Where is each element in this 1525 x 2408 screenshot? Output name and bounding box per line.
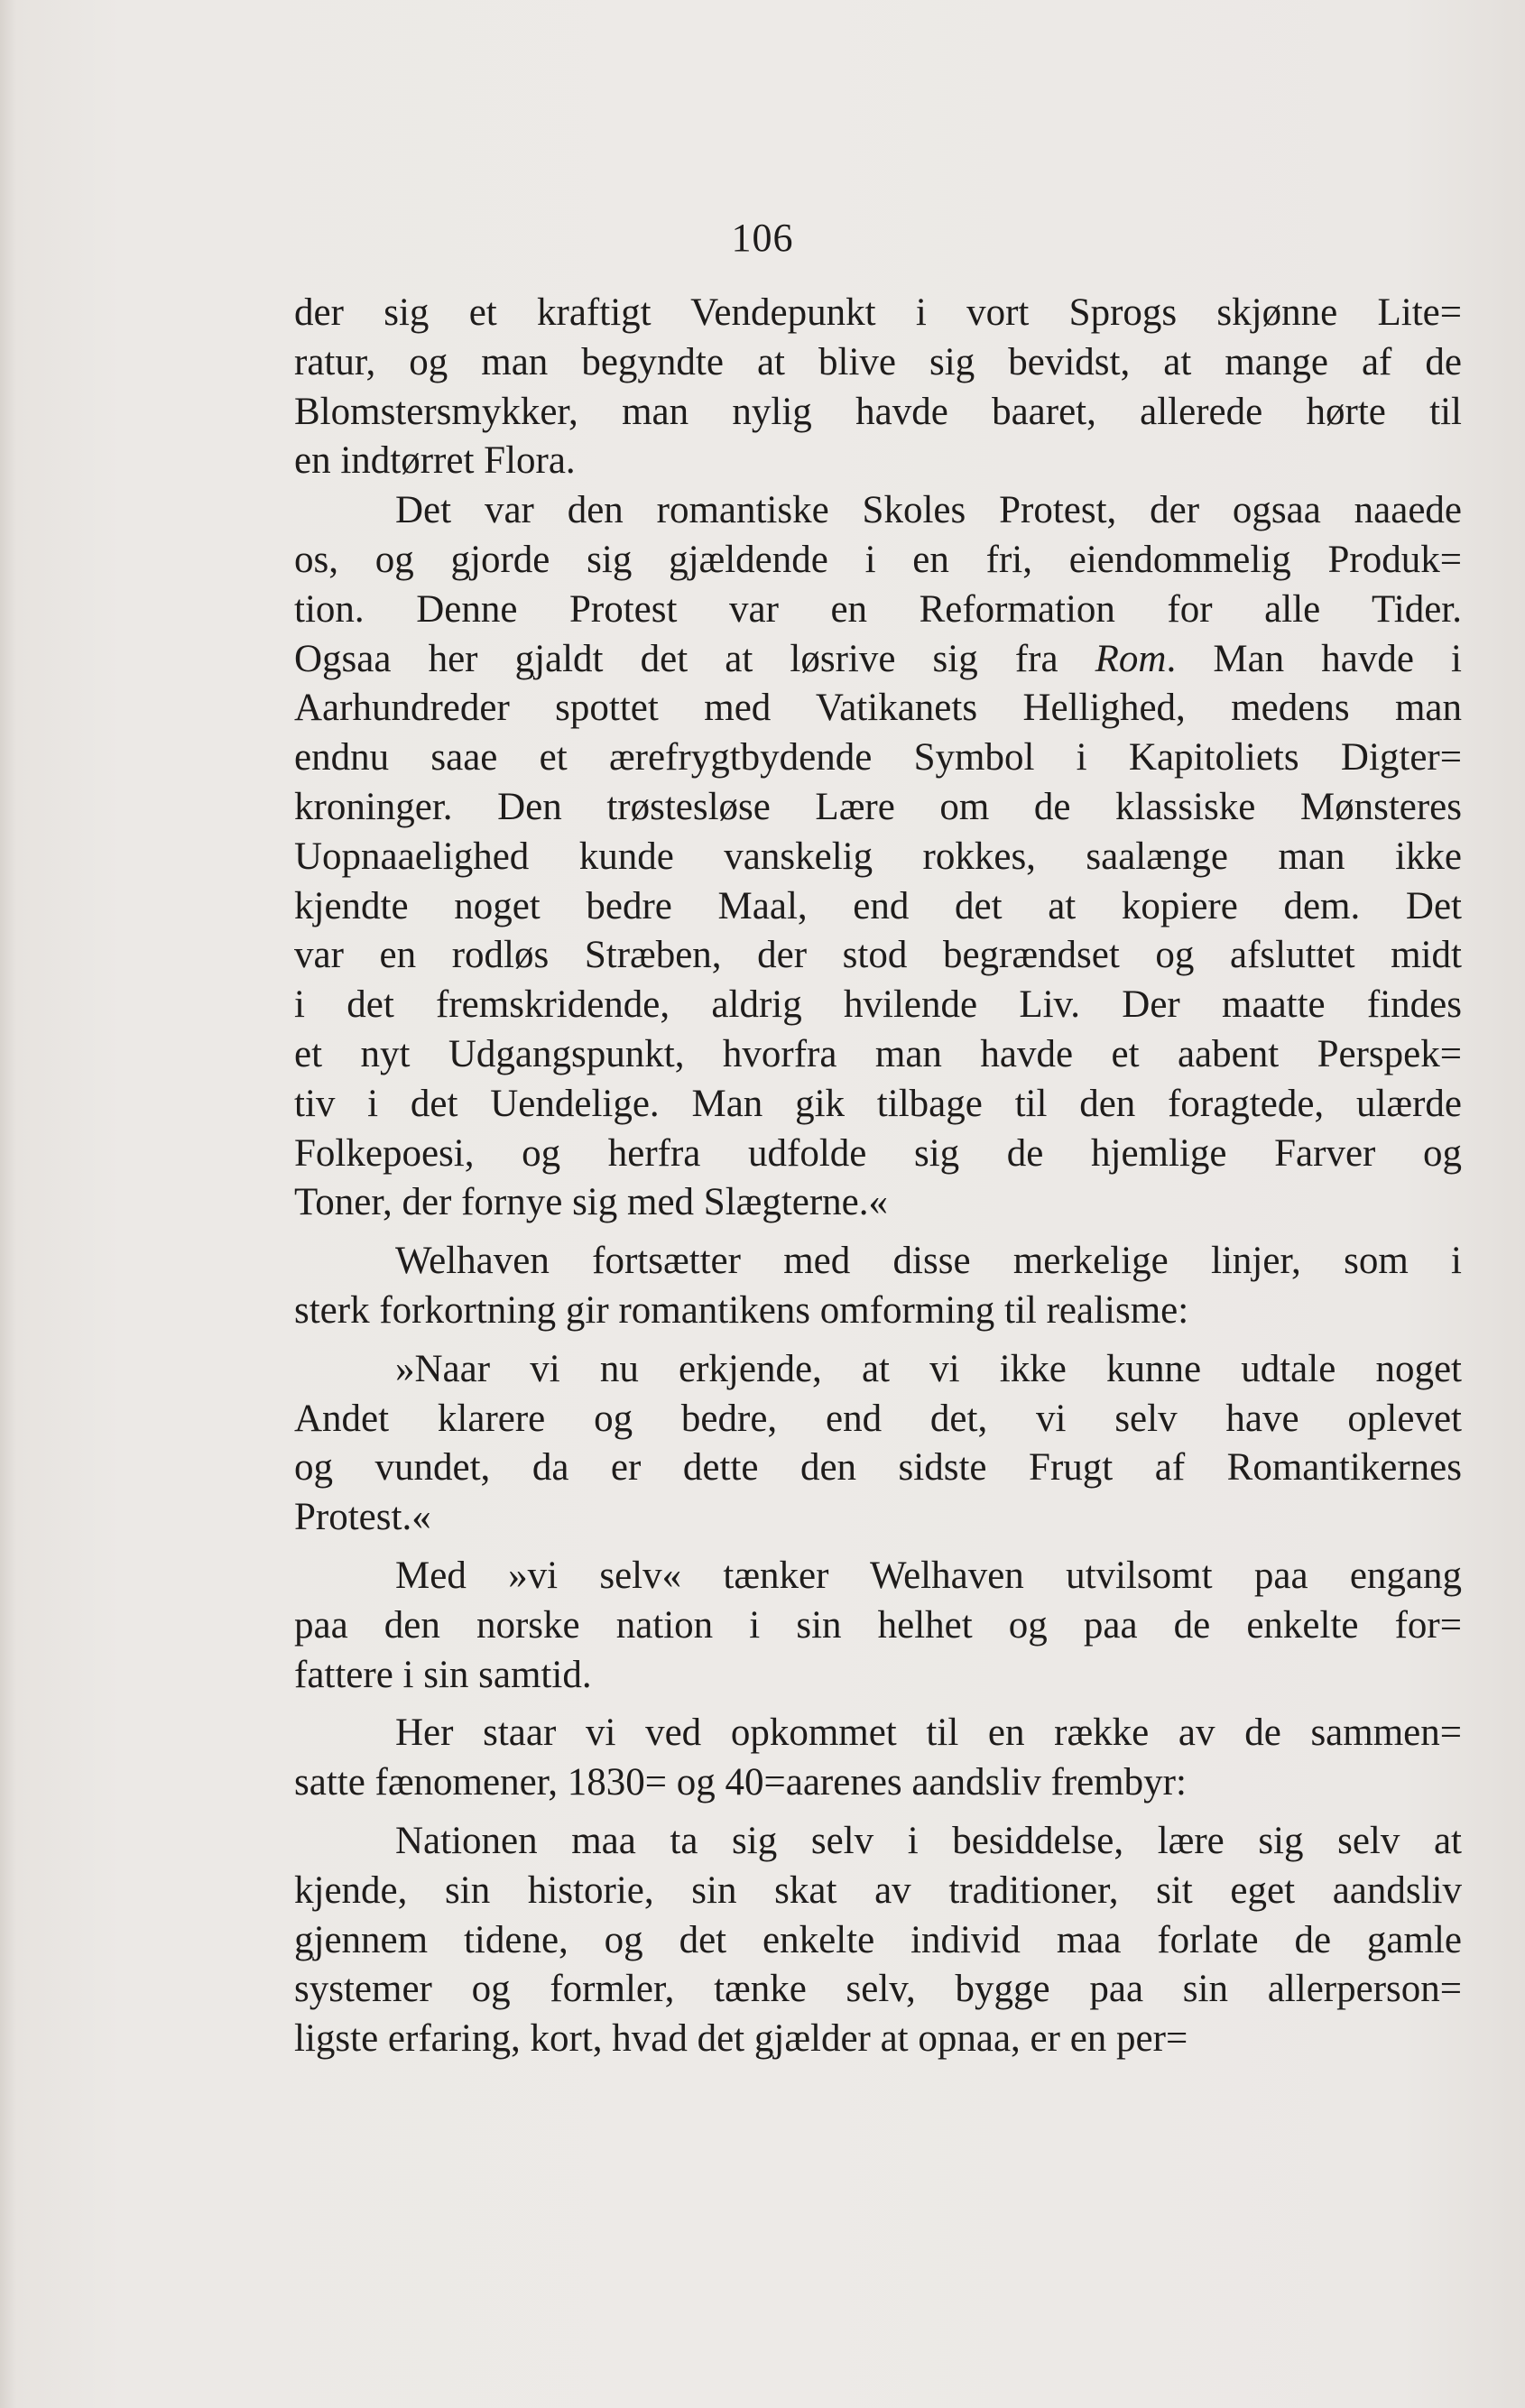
- paragraph: [294, 1817, 1462, 2064]
- text-line: ratur, og man begyndte at blive sig bevidst, at mange af de: [294, 340, 1462, 383]
- paragraph: [294, 1552, 1462, 1700]
- paragraph: [294, 1709, 1462, 1808]
- text-line: satte fænomener, 1830= og 40=aarenes aandsliv frembyr:: [294, 1761, 1187, 1804]
- text-line: kjende, sin historie, sin skat av traditioner, sit eget aandsliv: [294, 1868, 1462, 1912]
- text-line: systemer og formler, tænke selv, bygge paa sin allerperson=: [294, 1968, 1462, 2011]
- text-line: tion. Denne Protest var en Reformation for alle Tider.: [294, 587, 1462, 631]
- text-line: os, og gjorde sig gjældende i en fri, eiendommelig Produk=: [294, 538, 1462, 581]
- text-line: en indtørret Flora.: [294, 439, 576, 483]
- paragraph: [294, 289, 1462, 486]
- text-line: Uopnaaelighed kunde vanskelig rokkes, saalænge man ikke: [294, 835, 1462, 878]
- text-line: Aarhundreder spottet med Vatikanets Hellighed, medens man: [294, 687, 1462, 730]
- text-line: Andet klarere og bedre, end det, vi selv have oplevet: [294, 1397, 1462, 1440]
- paragraph: [294, 1345, 1462, 1543]
- text-line: Det var den romantiske Skoles Protest, der ogsaa naaede: [395, 489, 1462, 532]
- page-edge-shadow: [0, 0, 16, 2408]
- text-line: et nyt Udgangspunkt, hvorfra man havde et aabent Perspek=: [294, 1032, 1462, 1075]
- paragraph: [294, 1237, 1462, 1336]
- paragraph-gap: [294, 1700, 1462, 1709]
- text-line: og vundet, da er dette den sidste Frugt af Romantikernes: [294, 1446, 1462, 1490]
- text-line: Welhaven fortsætter med disse merkelige linjer, som i: [395, 1240, 1462, 1283]
- paragraph-gap: [294, 1543, 1462, 1552]
- text-line: sterk forkortning gir romantikens omforming til realisme:: [294, 1288, 1189, 1332]
- text-line: Ogsaa her gjaldt det at løsrive sig fra Rom. Man havde i: [294, 637, 1462, 680]
- text-line: endnu saae et ærefrygtbydende Symbol i Kapitoliets Digter=: [294, 736, 1462, 780]
- text-line: Nationen maa ta sig selv i besiddelse, lære sig selv at: [395, 1819, 1462, 1862]
- text-line: Protest.«: [294, 1496, 431, 1539]
- text-line: fattere i sin samtid.: [294, 1653, 592, 1696]
- text-line: paa den norske nation i sin helhet og paa de enkelte for=: [294, 1603, 1462, 1647]
- text-line: tiv i det Uendelige. Man gik tilbage til den foragtede, ulærde: [294, 1082, 1462, 1125]
- text-line: var en rodløs Stræben, der stod begrændset og afsluttet midt: [294, 934, 1462, 977]
- text-line: kjendte noget bedre Maal, end det at kopiere dem. Det: [294, 884, 1462, 927]
- paragraph-gap: [294, 1228, 1462, 1237]
- text-line: ligste erfaring, kort, hvad det gjælder at opnaa, er en per=: [294, 2017, 1188, 2061]
- text-line: Her staar vi ved opkommet til en række av de sammen=: [395, 1711, 1462, 1755]
- text-line: Blomstersmykker, man nylig havde baaret, allerede hørte til: [294, 390, 1462, 433]
- page-number: 106: [731, 216, 794, 260]
- paragraph-gap: [294, 1808, 1462, 1817]
- text-line: »Naar vi nu erkjende, at vi ikke kunne udtale noget: [395, 1347, 1462, 1390]
- text-line: kroninger. Den trøstesløse Lære om de klassiske Mønsteres: [294, 785, 1462, 828]
- text-line: Toner, der fornye sig med Slægterne.«: [294, 1181, 889, 1224]
- text-line: Med »vi selv« tænker Welhaven utvilsomt paa engang: [395, 1554, 1462, 1597]
- body-text: [294, 289, 1462, 2064]
- text-line: Folkepoesi, og herfra udfolde sig de hjemlige Farver og: [294, 1131, 1462, 1175]
- text-line: i det fremskridende, aldrig hvilende Liv. Der maatte findes: [294, 983, 1462, 1027]
- paragraph-gap: [294, 1336, 1462, 1345]
- text-line: gjennem tidene, og det enkelte individ maa forlate de gamle: [294, 1918, 1462, 1961]
- paragraph: [294, 486, 1462, 1228]
- text-line: der sig et kraftigt Vendepunkt i vort Sprogs skjønne Lite=: [294, 291, 1462, 334]
